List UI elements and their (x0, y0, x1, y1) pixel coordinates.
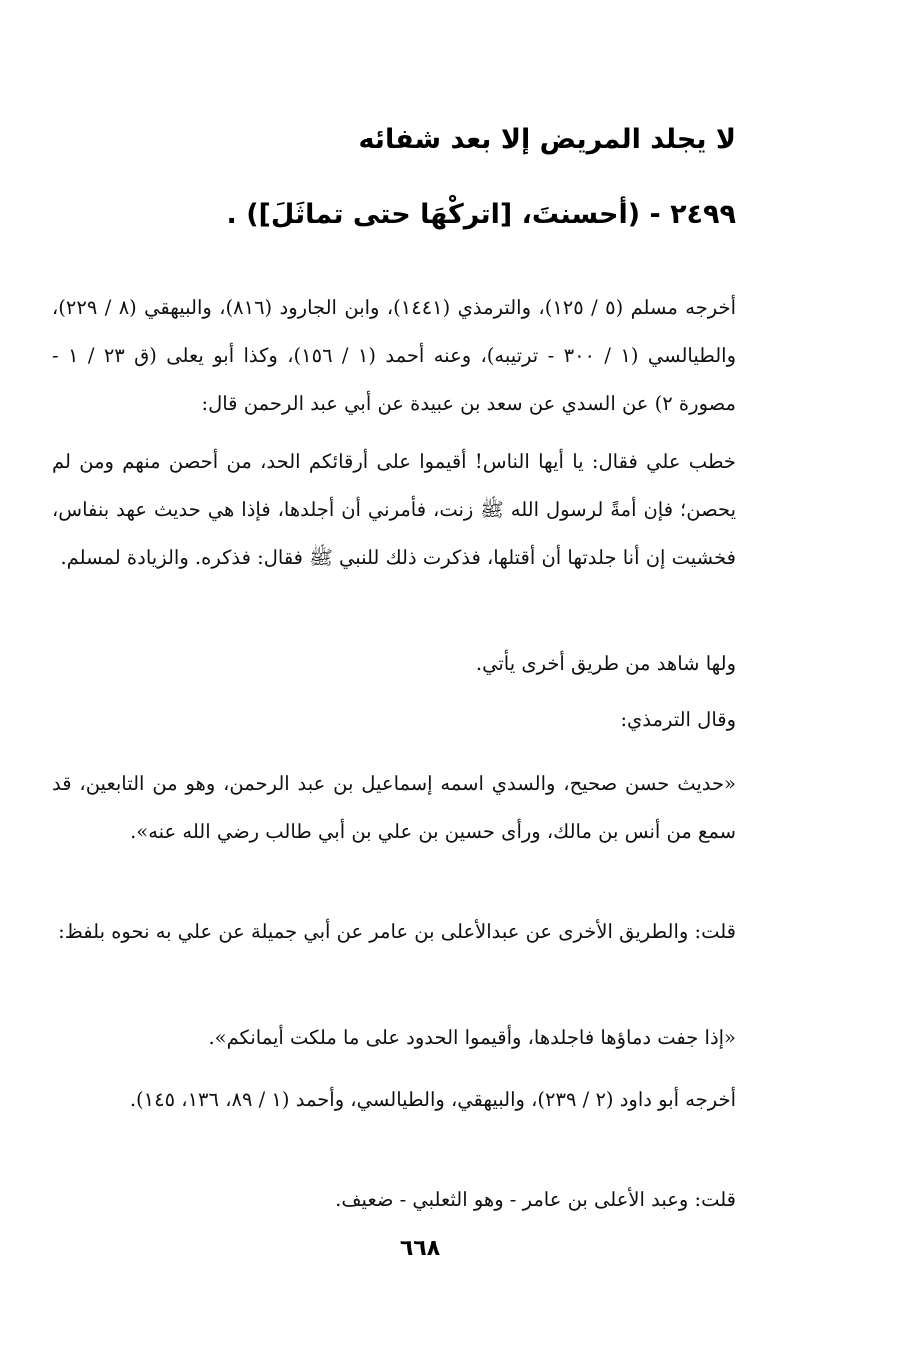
hadith-heading: ٢٤٩٩ - (أحسنتَ، [اتركْهَا حتى تماثَلَ]) . (226, 199, 736, 230)
hadith-text-paragraph (52, 438, 736, 582)
page-number: ٦٦٨ (399, 1236, 441, 1261)
paragraph-text: «حديث حسن صحيح، والسدي اسمه إسماعيل بن عبد الرحمن، وهو من التابعين، قد سمع من أنس بن مالك، ورأى حسين بن علي بن أبي طالب رضي الله عنه». (52, 772, 736, 843)
tirmidhi-quote-paragraph (52, 760, 736, 856)
paragraph-text: قلت: وعبد الأعلى بن عامر - وهو الثعلبي - ضعيف. (335, 1188, 736, 1211)
takhrij-paragraph (52, 284, 736, 428)
paragraph-text: وقال الترمذي: (620, 708, 736, 731)
paragraph-text: أخرجه أبو داود (٢ / ٢٣٩)، والبيهقي، والطيالسي، وأحمد (١ / ٨٩، ١٣٦، ١٤٥). (129, 1088, 736, 1111)
shahid-note-paragraph (52, 640, 736, 688)
paragraph-text: خطب علي فقال: يا أيها الناس! أقيموا على أرقائكم الحد، من أحصن منهم ومن لم يحصن؛ فإن أمةً لرسول الله ﷺ زنت، فأمرني أن أجلدها، فإذا هي حديث عهد بنفاس، فخشيت إن أنا جلدتها أن أقتلها، فذكرت ذلك للنبي ﷺ فقال: فذكره. والزيادة لمسلم. (52, 450, 736, 569)
other-route-quote-paragraph (52, 1014, 736, 1062)
grading-paragraph (52, 1176, 736, 1224)
other-route-paragraph (52, 908, 736, 956)
paragraph-text: قلت: والطريق الأخرى عن عبدالأعلى بن عامر عن أبي جميلة عن علي به نحوه بلفظ: (58, 920, 736, 943)
paragraph-text: «إذا جفت دماؤها فاجلدها، وأقيموا الحدود على ما ملكت أيمانكم». (208, 1026, 736, 1049)
paragraph-text: أخرجه مسلم (٥ / ١٢٥)، والترمذي (١٤٤١)، وابن الجارود (٨١٦)، والبيهقي (٨ / ٢٢٩)، والطيالسي (١ / ٣٠٠ - ترتيبه)، وعنه أحمد (١ / ١٥٦)، وكذا أبو يعلى (ق ٢٣ / ١ - مصورة ٢) عن السدي عن سعد بن عبيدة عن أبي عبد الرحمن قال: (52, 296, 737, 415)
tirmidhi-intro-paragraph (52, 696, 736, 744)
chapter-title: لا يجلد المريض إلا بعد شفائه (358, 124, 736, 155)
paragraph-text: ولها شاهد من طريق أخرى يأتي. (475, 652, 736, 675)
abu-dawud-takhrij-paragraph (52, 1076, 736, 1124)
